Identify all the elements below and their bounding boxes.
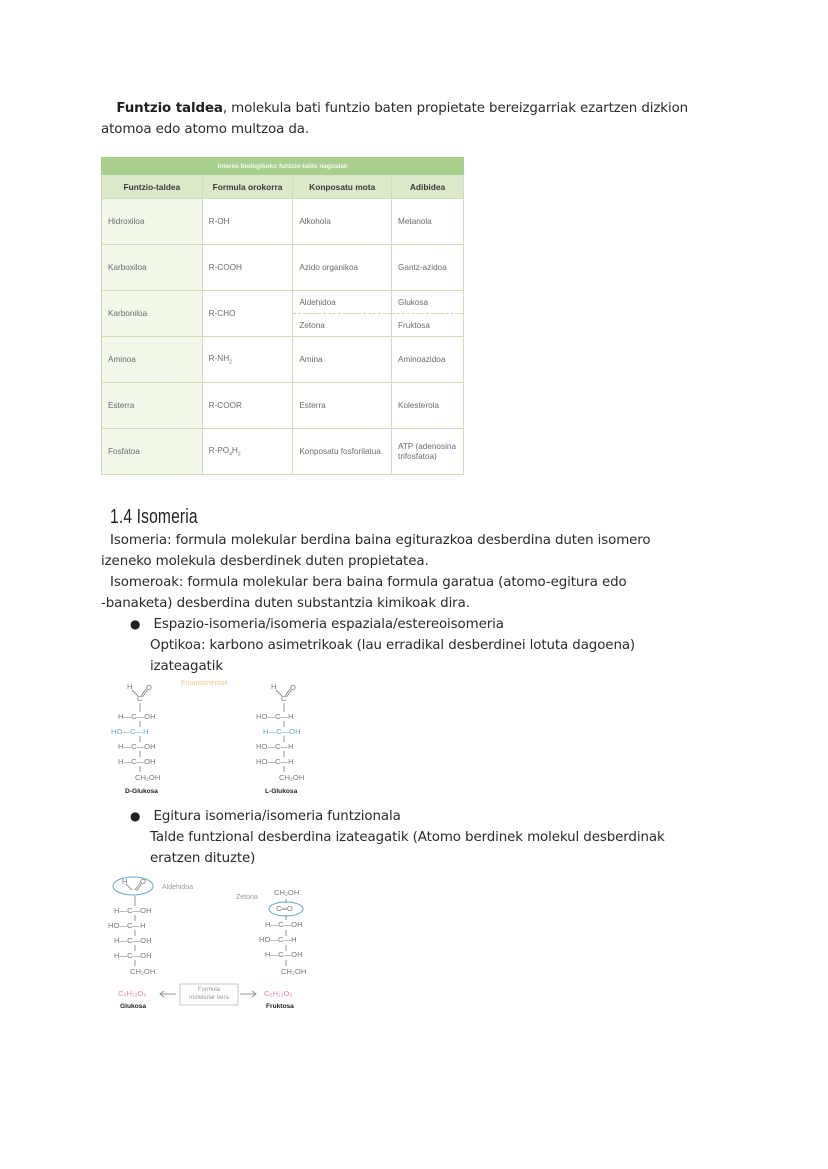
intro-paragraph (108, 98, 728, 119)
structural-isomers-figure (102, 874, 312, 1014)
aldehyde-label: Aldehidoa (162, 884, 194, 891)
atom-c: C (137, 694, 143, 703)
formula-subscript: 2 (229, 359, 232, 366)
bullet-2-title: Egitura isomeria/isomeria funtzionala (153, 809, 401, 824)
intro-line-1-text: , molekula bati funtzio baten propietate bereizgarriak ezartzen dizkion (222, 101, 689, 116)
enantiomers-figure (105, 680, 335, 800)
fructose-formula: C₆H₁₂O₆ (264, 989, 293, 998)
cell-compound-aldehyde: Aldehidoa (293, 291, 391, 314)
formula-mid: H (231, 445, 238, 455)
isomeroak-line-1: Isomeroak: formula molekular bera baina formula garatua (atomo-egitura edo (110, 575, 627, 590)
intro-line-2: atomoa edo atomo multzoa da. (101, 122, 310, 137)
glucose-row: H—C—OH (114, 951, 152, 960)
formula-base: R-PO (208, 445, 230, 455)
table-row (102, 245, 464, 291)
cell-formula (202, 337, 293, 383)
bullet-dot-icon: ● (130, 617, 141, 631)
glucose-row: H—C—OH (114, 936, 152, 945)
cell-formula: R-COOH (202, 245, 293, 291)
cell-formula (202, 429, 293, 475)
header-formula: Formula orokorra (202, 175, 293, 199)
bullet-1-desc-1: Optikoa: karbono asimetrikoak (lau erradikal desberdinei lotuta dagoena) (150, 638, 636, 653)
atom-o: O (140, 877, 146, 886)
header-group: Funtzio-taldea (102, 175, 203, 199)
cell-example-glucose: Glukosa (392, 291, 463, 314)
cell-compound: Esterra (293, 383, 392, 429)
bullet-1-desc-2: izateagatik (150, 659, 223, 674)
intro-line-1 (108, 98, 728, 119)
table-row (102, 337, 464, 383)
ketone-group: C═O (276, 904, 293, 913)
cell-group: Fosfatoa (102, 429, 203, 475)
isomeria-line-1: Isomeria: formula molekular berdina baina egiturazkoa desberdina duten isomero (110, 533, 651, 548)
d-glucose-row: H—C—OH (118, 757, 156, 766)
cell-group: Hidroxiloa (102, 199, 203, 245)
box-line-2: molekular bera (189, 995, 229, 1001)
ch2oh-group: CH₂OH (274, 888, 300, 897)
cell-example: Aminoazidoa (392, 337, 464, 383)
isomeria-line-2: izeneko molekula desberdinek duten propietatea. (101, 554, 429, 569)
table-title-row (102, 158, 464, 175)
l-glucose-row-highlight: H—C—OH (263, 727, 301, 736)
table-title: Interes biologikoko funtzio-talde nagusiak (102, 158, 464, 175)
table-row (102, 429, 464, 475)
atom-c: C (281, 694, 287, 703)
atom-o: O (146, 683, 152, 692)
header-compound: Konposatu mota (293, 175, 392, 199)
l-glucose-row: HO—C—H (256, 712, 294, 721)
fructose-row: H—C—OH (265, 920, 303, 929)
fructose-label: Fruktosa (266, 1003, 294, 1010)
bullet-2 (130, 806, 401, 827)
cell-group: Esterra (102, 383, 203, 429)
table-header-row (102, 175, 464, 199)
ch2oh-group: CH₂OH (281, 967, 307, 976)
bullet-dot-icon: ● (130, 809, 141, 823)
cell-group: Karboniloa (102, 291, 203, 337)
section-title: 1.4 Isomeria (110, 506, 198, 528)
header-example: Adibidea (392, 175, 464, 199)
table-row (102, 291, 464, 337)
cell-formula: R-OH (202, 199, 293, 245)
table-row (102, 199, 464, 245)
cell-formula: R-COOR (202, 383, 293, 429)
atom-o: O (290, 683, 296, 692)
d-glucose-label: D-Glukosa (125, 788, 158, 795)
cell-compound: Azido organikoa (293, 245, 392, 291)
cell-formula: R-CHO (202, 291, 293, 337)
cell-example: Metanola (392, 199, 464, 245)
l-glucose-label: L-Glukosa (265, 788, 298, 795)
cell-example-split (392, 291, 464, 337)
atom-h: H (122, 877, 128, 886)
bullet-2-desc-1: Talde funtzional desberdina izateagatik (Atomo berdinek molekul desberdinak (150, 830, 665, 845)
atom-h: H (127, 682, 133, 691)
enantiomers-caption: Enantiomeroak (181, 680, 229, 687)
glucose-label: Glukosa (120, 1003, 147, 1010)
cell-example: ATP (adenosina trifosfatoa) (392, 429, 464, 475)
bullet-1-title: Espazio-isomeria/isomeria espaziala/estereoisomeria (153, 617, 504, 632)
glucose-formula: C₆H₁₂O₆ (118, 989, 147, 998)
cell-compound: Konposatu fosforilatua (293, 429, 392, 475)
formula-subscript: 2 (237, 451, 241, 458)
ketone-label: Zetona (236, 894, 258, 901)
isomeroak-line-2: -banaketa) desberdina duten substantzia kimikoak dira. (101, 596, 470, 611)
formula-subscript: 4 (229, 451, 232, 458)
cell-example-fructose: Fruktosa (398, 320, 430, 330)
cell-compound-ketone: Zetona (299, 320, 325, 330)
cell-example: Kolesterola (392, 383, 464, 429)
intro-bold-term: Funtzio taldea (116, 101, 223, 116)
d-glucose-row-highlight: HO—C—H (111, 727, 149, 736)
d-glucose-row: H—C—OH (118, 742, 156, 751)
cell-group: Aminoa (102, 337, 203, 383)
bullet-1 (130, 614, 504, 635)
fructose-row: HO—C—H (259, 935, 297, 944)
cell-group: Karboxiloa (102, 245, 203, 291)
box-line-1: Formula (197, 987, 220, 993)
table-row (102, 383, 464, 429)
atom-h: H (271, 682, 277, 691)
glucose-row: H—C—OH (114, 906, 152, 915)
cell-compound: Amina (293, 337, 392, 383)
functional-groups-table (101, 157, 464, 475)
ch2oh-group: CH₂OH (279, 773, 305, 782)
formula-base: R-NH (208, 353, 230, 363)
ch2oh-group: CH₂OH (130, 967, 156, 976)
cell-compound: Alkohola (293, 199, 392, 245)
cell-example: Gantz-azidoa (392, 245, 464, 291)
ch2oh-group: CH₂OH (135, 773, 161, 782)
l-glucose-row: HO—C—H (256, 742, 294, 751)
l-glucose-row: HO—C—H (256, 757, 294, 766)
cell-compound-split (293, 291, 392, 337)
glucose-row: HO—C—H (108, 921, 146, 930)
same-formula-box (180, 986, 238, 1002)
bullet-2-desc-2: eratzen dituzte) (150, 851, 256, 866)
d-glucose-row: H—C—OH (118, 712, 156, 721)
fructose-row: H—C—OH (265, 950, 303, 959)
